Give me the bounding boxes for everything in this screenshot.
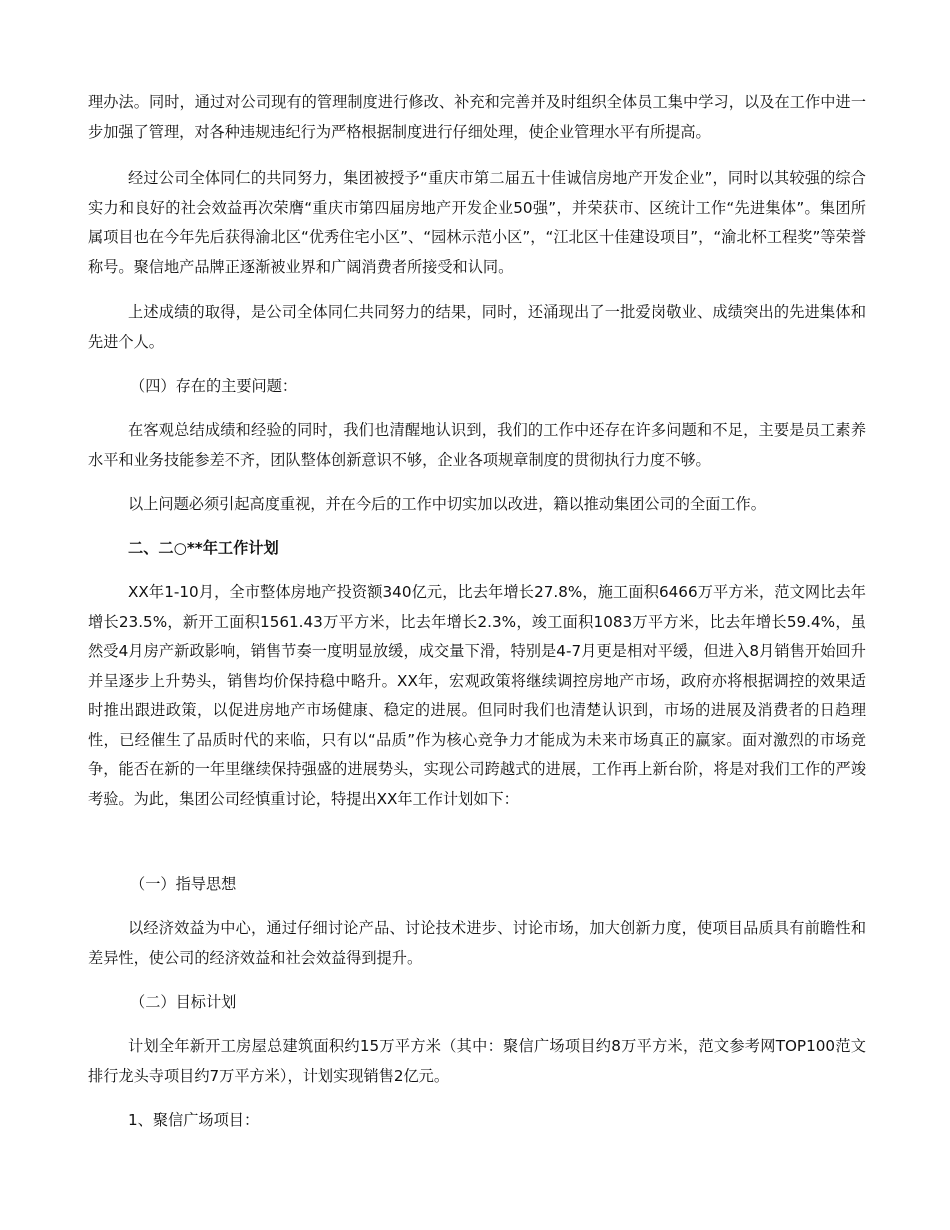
paragraph-guiding-ideology: 以经济效益为中心，通过仔细讨论产品、讨论技术进步、讨论市场，加大创新力度，使项目品质具有前瞻性和差异性，使公司的经济效益和社会效益得到提升。 (88, 919, 866, 967)
section-heading-guiding-ideology: （一）指导思想 (130, 875, 237, 893)
paragraph-market-analysis: XX年1-10月，全市整体房地产投资额340亿元，比去年增长27.8%，施工面积6466万平方米，范文网比去年增长23.5%，新开工面积1561.43万平方米，比去年增长2.3%，竣工面积1083万平方米，比去年增长59.4%，虽然受4月房产新政影响，销售节奏一度明显放缓，成交量下滑，特别是4-7月更是相对平缓，但进入8月销售开始回升并呈逐步上升势头，销售均价保持稳中略升。XX年，宏观政策将继续调控房地产市场，政府亦将根据调控的效果适时推出跟进政策，以促进房地产市场健康、稳定的进展。但同时我们也清楚认识到，市场的进展及消费者的日趋理性，已经催生了品质时代的来临，只有以“品质”作为核心竞争力才能成为未来市场真正的赢家。面对激烈的市场竞争，能否在新的一年里继续保持强盛的进展势头，实现公司跨越式的进展，工作再上新台阶，将是对我们工作的严竣考验。为此，集团公司经慎重讨论，特提出XX年工作计划如下： (88, 583, 866, 808)
paragraph-management-continuation: 理办法。同时，通过对公司现有的管理制度进行修改、补充和完善并及时组织全体员工集中学习，以及在工作中进一步加强了管理，对各种违规违纪行为严格根据制度进行仔细处理，使企业管理水平有所提高。 (88, 93, 866, 141)
paragraph-target-plan: 计划全年新开工房屋总建筑面积约15万平方米（其中：聚信广场项目约8万平方米，范文参考网TOP100范文排行龙头寺项目约7万平方米），计划实现销售2亿元。 (88, 1037, 866, 1085)
paragraph-honors: 经过公司全体同仁的共同努力，集团被授予“重庆市第二届五十佳诚信房地产开发企业”，同时以其较强的综合实力和良好的社会效益再次荣膺“重庆市第四届房地产开发企业50强”，并荣获市、区统计工作“先进集体”。集团所属项目也在今年先后获得渝北区“优秀住宅小区”、“园林示范小区”，“江北区十佳建设项目”，“渝北杯工程奖”等荣誉称号。聚信地产品牌正逐渐被业界和广阔消费者所接受和认同。 (88, 169, 866, 276)
section-heading-work-plan: 二、二○**年工作计划 (128, 539, 279, 557)
paragraph-problems: 在客观总结成绩和经验的同时，我们也清醒地认识到，我们的工作中还存在许多问题和不足，主要是员工素养水平和业务技能参差不齐，团队整体创新意识不够，企业各项规章制度的贯彻执行力度不够。 (88, 421, 866, 469)
paragraph-achievements: 上述成绩的取得，是公司全体同仁共同努力的结果，同时，还涌现出了一批爱岗敬业、成绩突出的先进集体和先进个人。 (88, 303, 866, 351)
paragraph-improvement: 以上问题必须引起高度重视，并在今后的工作中切实加以改进，籍以推动集团公司的全面工作。 (128, 495, 766, 513)
subheading-juxin-plaza-project: 1、聚信广场项目： (128, 1111, 260, 1129)
section-heading-target-plan: （二）目标计划 (130, 993, 237, 1011)
section-heading-main-problems: （四）存在的主要问题： (130, 377, 298, 395)
